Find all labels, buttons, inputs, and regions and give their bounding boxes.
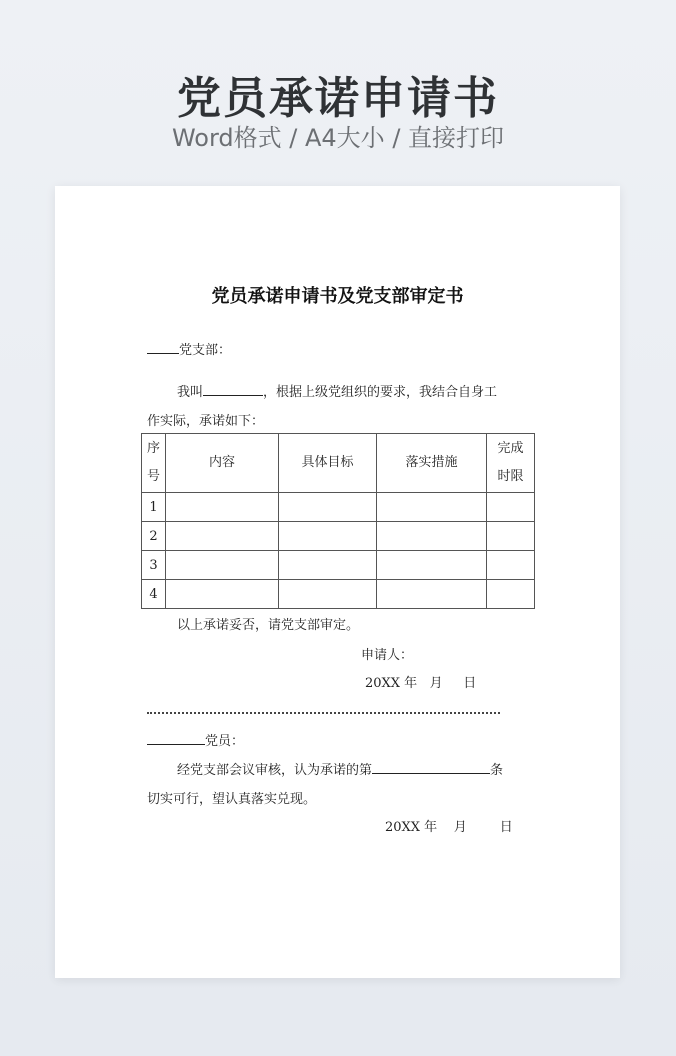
header-content: 内容 bbox=[166, 434, 279, 493]
header-deadline: 完成时限 bbox=[487, 434, 535, 493]
member-name-blank[interactable] bbox=[147, 731, 205, 745]
member-label: 党员： bbox=[205, 734, 245, 749]
paragraph-1-line-2: 作实际，承诺如下： bbox=[147, 414, 265, 429]
row-content-cell[interactable] bbox=[166, 522, 279, 551]
header-target: 具体目标 bbox=[279, 434, 377, 493]
para2-suffix: 条 bbox=[490, 763, 504, 778]
applicant-name-blank[interactable] bbox=[203, 382, 263, 396]
row-measures-cell[interactable] bbox=[377, 551, 487, 580]
row-index: 2 bbox=[142, 522, 166, 551]
applicant-label: 申请人： bbox=[361, 648, 414, 663]
table-row bbox=[142, 551, 535, 580]
dotted-divider bbox=[147, 702, 500, 714]
header-index: 序号 bbox=[142, 434, 166, 493]
para1-prefix: 我叫 bbox=[177, 385, 204, 400]
row-index: 1 bbox=[142, 493, 166, 522]
paragraph-1-line-1 bbox=[177, 381, 497, 400]
date-line-2: 20XX 年 月 日 bbox=[385, 820, 513, 835]
closing-line: 以上承诺妥否，请党支部审定。 bbox=[177, 618, 360, 633]
row-deadline-cell[interactable] bbox=[487, 551, 535, 580]
row-content-cell[interactable] bbox=[166, 493, 279, 522]
document-page bbox=[55, 186, 620, 978]
row-index: 3 bbox=[142, 551, 166, 580]
member-line bbox=[147, 730, 244, 749]
date-line-1: 20XX 年 月 日 bbox=[365, 676, 477, 691]
row-measures-cell[interactable] bbox=[377, 493, 487, 522]
row-deadline-cell[interactable] bbox=[487, 522, 535, 551]
para1-middle: ，根据上级党组织的要求，我结合自身工 bbox=[263, 385, 498, 400]
branch-name-blank[interactable] bbox=[147, 340, 179, 354]
page-title: 党员承诺申请书 bbox=[177, 73, 499, 124]
row-target-cell[interactable] bbox=[279, 522, 377, 551]
para2-prefix: 经党支部会议审核，认为承诺的第 bbox=[177, 763, 373, 778]
page-subtitle: Word格式 / A4大小 / 直接打印 bbox=[171, 124, 505, 152]
addressee-suffix: 党支部： bbox=[179, 343, 232, 358]
addressee-line bbox=[147, 339, 231, 358]
document-title: 党员承诺申请书及党支部审定书 bbox=[211, 286, 464, 307]
paragraph-2-line-1 bbox=[177, 759, 503, 778]
row-content-cell[interactable] bbox=[166, 580, 279, 609]
table-row bbox=[142, 522, 535, 551]
commitment-table bbox=[141, 433, 535, 609]
row-target-cell[interactable] bbox=[279, 551, 377, 580]
row-deadline-cell[interactable] bbox=[487, 580, 535, 609]
commitment-number-blank[interactable] bbox=[372, 760, 490, 774]
row-content-cell[interactable] bbox=[166, 551, 279, 580]
table-row bbox=[142, 580, 535, 609]
row-deadline-cell[interactable] bbox=[487, 493, 535, 522]
table-header-row bbox=[142, 434, 535, 493]
row-measures-cell[interactable] bbox=[377, 580, 487, 609]
paragraph-2-line-2: 切实可行，望认真落实兑现。 bbox=[147, 792, 317, 807]
row-target-cell[interactable] bbox=[279, 493, 377, 522]
table-row bbox=[142, 493, 535, 522]
row-target-cell[interactable] bbox=[279, 580, 377, 609]
row-index: 4 bbox=[142, 580, 166, 609]
row-measures-cell[interactable] bbox=[377, 522, 487, 551]
header-measures: 落实措施 bbox=[377, 434, 487, 493]
